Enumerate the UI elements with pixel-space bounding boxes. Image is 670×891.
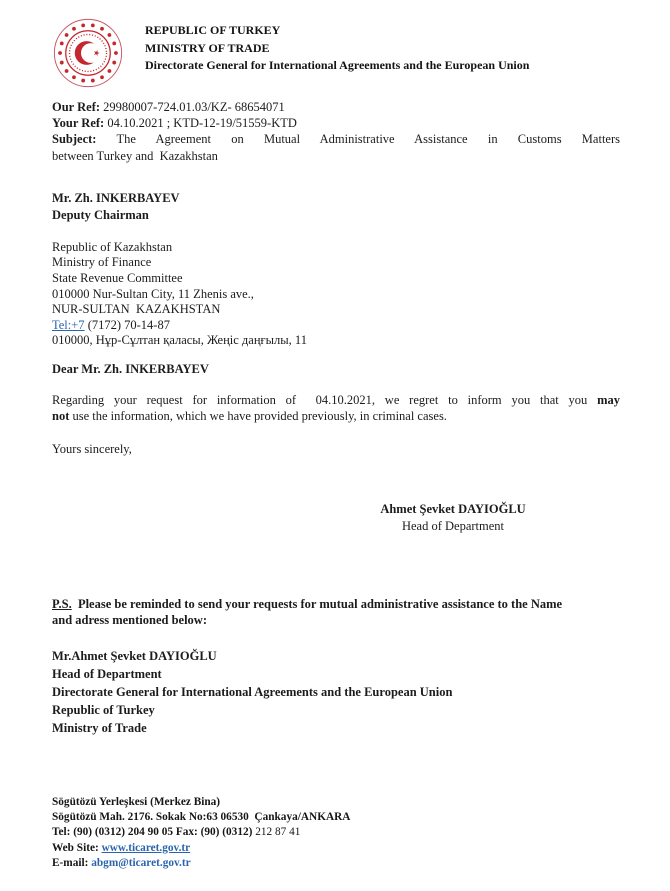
- footer-address-line2: Sögütözü Mah. 2176. Sokak No:63 06530 Çankaya/ANKARA: [52, 810, 351, 823]
- subject-label: Subject:: [52, 132, 97, 147]
- recipient-address-line: State Revenue Committee: [52, 271, 183, 285]
- recipient-title: Deputy Chairman: [52, 207, 149, 222]
- signature-title: Head of Department: [401, 519, 505, 534]
- our-ref-value: 29980007-724.01.03/KZ- 68654071: [100, 100, 285, 114]
- recipient-name: Mr. Zh. INKERBAYEV: [52, 190, 180, 205]
- letterhead-directorate: Directorate General for International Agreements and the European Union: [145, 58, 530, 72]
- recipient-name-block: [52, 190, 620, 224]
- body-text-bold: may: [597, 392, 620, 407]
- subject-value-line1: The Agreement on Mutual Administrative Assistance in Customs Matters: [96, 132, 620, 147]
- recipient-address-line: Ministry of Finance: [52, 255, 152, 270]
- footer-tel-line: [52, 825, 620, 840]
- our-ref-line: [52, 99, 620, 115]
- ps-contact-line: Republic of Turkey: [52, 703, 155, 718]
- ministry-of-trade-emblem-icon: [52, 17, 124, 89]
- subject-line-2: between Turkey and Kazakhstan: [52, 148, 218, 163]
- footer-email-line: [52, 856, 620, 871]
- footer-web-line: [52, 841, 620, 856]
- ps-contact-line: Mr.Ahmet Şevket DAYIOĞLU: [52, 648, 217, 663]
- reference-block: [52, 99, 620, 164]
- ps-line2: and adress mentioned below:: [52, 613, 207, 628]
- footer-tel-regular: 212 87 41: [252, 826, 301, 839]
- ps-contact-line: Head of Department: [52, 666, 162, 681]
- body-paragraph-line1: [52, 393, 620, 409]
- tel-number: (7172) 70-14-87: [84, 317, 170, 332]
- ps-note: [52, 596, 620, 629]
- recipient-tel-line: [52, 318, 620, 334]
- letter-footer: [52, 795, 620, 872]
- email-link[interactable]: abgm@ticaret.gov.tr: [91, 857, 191, 870]
- recipient-address-block: [52, 240, 620, 349]
- body-text: Regarding your request for information of 04.10.2021, we regret to inform you that you: [52, 392, 598, 407]
- letterhead: [52, 16, 620, 89]
- signature-block: [328, 501, 578, 536]
- ps-line1: [52, 596, 620, 613]
- ps-contact-block: [52, 647, 620, 738]
- letterhead-country: REPUBLIC OF TURKEY: [145, 23, 281, 37]
- footer-tel-bold: Tel: (90) (0312) 204 90 05 Fax: (90) (0312): [52, 826, 253, 839]
- closing: Yours sincerely,: [52, 441, 132, 456]
- signature-name: Ahmet Şevket DAYIOĞLU: [380, 501, 526, 516]
- recipient-address-line: 010000 Nur-Sultan City, 11 Zhenis ave.,: [52, 286, 254, 301]
- tel-link[interactable]: Tel:+7: [52, 317, 85, 332]
- footer-web-label: Web Site:: [52, 841, 102, 854]
- our-ref-label: Our Ref:: [52, 100, 101, 114]
- your-ref-value: 04.10.2021 ; KTD-12-19/51559-KTD: [104, 116, 297, 131]
- your-ref-label: Your Ref:: [52, 116, 105, 131]
- recipient-address-kazakh: 010000, Нұр-Сұлтан қаласы, Жеңіс даңғылы, 11: [52, 333, 307, 348]
- footer-address-line1: Sögütözü Yerleşkesi (Merkez Bina): [52, 795, 221, 808]
- recipient-address-line: NUR-SULTAN KAZAKHSTAN: [52, 302, 221, 317]
- your-ref-line: [52, 115, 620, 131]
- body-paragraph-line2: [52, 409, 620, 425]
- body-text: use the information, which we have provided previously, in criminal cases.: [69, 408, 447, 423]
- ps-text-line1: Please be reminded to send your requests for mutual administrative assistance to the Name: [71, 596, 563, 611]
- ps-label: P.S.: [52, 596, 72, 611]
- body-paragraph: [52, 393, 620, 425]
- website-link[interactable]: www.ticaret.gov.tr: [101, 841, 191, 854]
- letterhead-ministry: MINISTRY OF TRADE: [145, 40, 270, 55]
- salutation: Dear Mr. Zh. INKERBAYEV: [52, 361, 209, 376]
- footer-email-label: E-mail:: [52, 857, 92, 870]
- recipient-address-line: Republic of Kazakhstan: [52, 239, 173, 254]
- ps-contact-line: Directorate General for International Agreements and the European Union: [52, 684, 453, 699]
- subject-line-1: [52, 131, 620, 147]
- letterhead-text: [145, 22, 529, 75]
- ps-contact-line: Ministry of Trade: [52, 721, 147, 736]
- body-text-bold: not: [52, 408, 70, 423]
